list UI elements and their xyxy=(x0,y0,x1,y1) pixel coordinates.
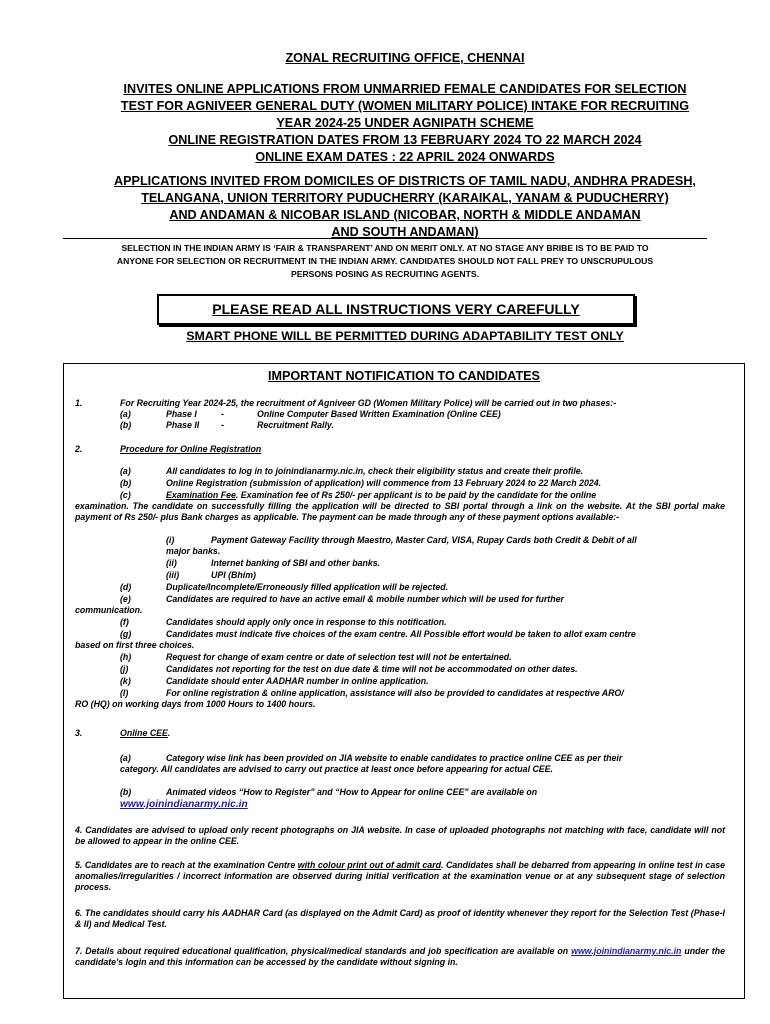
invite-line: ONLINE REGISTRATION DATES FROM 13 FEBRUARY 2024 TO 22 MARCH 2024 xyxy=(168,133,642,147)
jia-link-text[interactable]: www.joinindianarmy.nic.in xyxy=(120,799,248,810)
item-label: (k) xyxy=(120,676,131,686)
item-label: (g) xyxy=(120,629,132,639)
item-label: (d) xyxy=(120,582,132,592)
item-label: (h) xyxy=(120,652,132,662)
para-5 xyxy=(75,860,725,893)
exam-fee-text: . Examination fee of Rs 250/- per applicant is to be paid by the candidate for the online xyxy=(235,490,597,500)
item-label: (b) xyxy=(120,420,132,430)
item-label: (c) xyxy=(120,490,131,500)
invite-heading xyxy=(20,81,770,166)
para-heading: Procedure for Online Registration xyxy=(120,444,262,454)
item-label: (a) xyxy=(120,409,131,419)
item-text: Online Registration (submission of application) will commence from 13 February 2024 to 22 March 2024. xyxy=(166,478,602,488)
item-text: Duplicate/Incomplete/Erroneously filled application will be rejected. xyxy=(166,582,449,592)
item-label: (j) xyxy=(120,664,129,674)
domicile-line: TELANGANA, UNION TERRITORY PUDUCHERRY (KARAIKAL, YANAM & PUDUCHERRY) xyxy=(141,191,669,205)
phase-desc: Recruitment Rally. xyxy=(257,420,334,430)
domicile-line: AND SOUTH ANDAMAN) xyxy=(331,225,479,239)
para-number: 2. xyxy=(75,444,83,454)
item-text: Candidates should apply only once in response to this notification. xyxy=(166,617,447,627)
option-label: (iii) xyxy=(166,570,180,580)
notification-box xyxy=(63,363,745,999)
item-label: (b) xyxy=(120,787,132,797)
para-7 xyxy=(75,946,725,968)
warning-line: PERSONS POSING AS RECRUITING AGENTS. xyxy=(291,269,479,279)
invite-line: YEAR 2024-25 UNDER AGNIPATH SCHEME xyxy=(276,116,534,130)
para-heading-end: . xyxy=(167,728,171,738)
item-cont: communication. xyxy=(75,605,143,615)
item-cont: based on first three choices. xyxy=(75,640,195,650)
item-label: (a) xyxy=(120,753,131,763)
invite-line: TEST FOR AGNIVEER GENERAL DUTY (WOMEN MILITARY POLICE) INTAKE FOR RECRUITING xyxy=(120,99,690,113)
jia-website-link[interactable]: www.joinindianarmy.nic.in xyxy=(571,946,682,956)
item-cont: category. All candidates are advised to carry out practice at least once before appearing for actual CEE. xyxy=(120,764,553,774)
item-text: For online registration & online application, assistance will also be provided to candidates at respective ARO/ xyxy=(166,688,624,698)
para-number: 1. xyxy=(75,398,83,408)
item-text: Candidate should enter AADHAR number in online application. xyxy=(166,676,429,686)
notification-title: IMPORTANT NOTIFICATION TO CANDIDATES xyxy=(268,369,540,383)
item-label: (l) xyxy=(120,688,129,698)
anti-bribe-warning xyxy=(63,238,707,281)
option-text: UPI (Bhim) xyxy=(211,570,256,580)
para-5-rest: . Candidates shall be debarred from appearing in online test in case anomalies/irregularities / incorrect information are observed during initial verification at the examination venue or at any subsequent stage of selection process. xyxy=(75,860,725,892)
phase-name: Phase II xyxy=(166,420,200,430)
item-label: (f) xyxy=(120,617,129,627)
item-text: Animated videos “How to Register” and “How to Appear for online CEE” are available on xyxy=(166,787,538,797)
item-label: (e) xyxy=(120,594,131,604)
option-text: Internet banking of SBI and other banks. xyxy=(211,558,381,568)
invite-line: INVITES ONLINE APPLICATIONS FROM UNMARRIED FEMALE CANDIDATES FOR SELECTION xyxy=(123,82,687,96)
jia-website-link[interactable] xyxy=(120,799,248,810)
warning-line: SELECTION IN THE INDIAN ARMY IS ‘FAIR & TRANSPARENT’ AND ON MERIT ONLY. AT NO STAGE ANY BRIBE IS TO BE PAID TO xyxy=(121,243,649,253)
phase-desc: Online Computer Based Written Examination (Online CEE) xyxy=(257,409,501,419)
para-4: 4. Candidates are advised to upload only recent photographs on JIA website. In case of uploaded photographs not matching with face, candidate will not be allowed to appear in the online CEE. xyxy=(75,825,725,846)
warning-line: ANYONE FOR SELECTION OR RECRUITMENT IN THE INDIAN ARMY. CANDIDATES SHOULD NOT FALL PREY TO UNSCRUPULOUS xyxy=(116,256,654,266)
option-text: Payment Gateway Facility through Maestro, Master Card, VISA, Rupay Cards both Credit & Debit of all xyxy=(211,535,637,545)
para-5-lead: 5. Candidates are to reach at the examination Centre xyxy=(75,860,298,870)
item-text: Candidates are required to have an active email & mobile number which will be used for further xyxy=(166,594,564,604)
option-label: (ii) xyxy=(166,558,177,568)
para-heading-line xyxy=(120,728,170,739)
para-7-lead: 7. Details about required educational qualification, physical/medical standards and job specification are available on xyxy=(75,946,569,956)
item-text: Candidates must indicate five choices of the exam centre. All Possible effort would be taken to allot exam centre xyxy=(166,629,636,639)
para-heading: Online CEE xyxy=(120,728,168,738)
please-read-text: PLEASE READ ALL INSTRUCTIONS VERY CAREFULLY xyxy=(212,301,580,317)
phase-dash: - xyxy=(221,409,224,419)
para-1-text: For Recruiting Year 2024-25, the recruitment of Agniveer GD (Women Military Police) will be carried out in two phases:- xyxy=(120,398,617,408)
domicile-line: APPLICATIONS INVITED FROM DOMICILES OF DISTRICTS OF TAMIL NADU, ANDHRA PRADESH, xyxy=(114,174,696,188)
item-text: Category wise link has been provided on JIA website to enable candidates to practice online CEE as per their xyxy=(166,753,623,763)
phase-dash: - xyxy=(221,420,224,430)
para-6: 6. The candidates should carry his AADHAR Card (as displayed on the Admit Card) as proof of identity whenever they report for the Selection Test (Phase-I & II) and Medical Test. xyxy=(75,908,725,929)
item-text: Request for change of exam centre or date of selection test will not be entertained. xyxy=(166,652,512,662)
item-cont: RO (HQ) on working days from 1000 Hours to 1400 hours. xyxy=(75,699,316,709)
admit-card-requirement: with colour print out of admit card xyxy=(297,860,441,870)
item-text: Candidates not reporting for the test on due date & time will not be accommodated on other dates. xyxy=(166,664,578,674)
smart-phone-notice: SMART PHONE WILL BE PERMITTED DURING ADAPTABILITY TEST ONLY xyxy=(186,329,624,343)
please-read-box xyxy=(157,294,635,325)
exam-fee-details: examination. The candidate on successfully filling the application will be directed to SBI portal through a link on the website. At the SBI portal make payment of Rs 250/- plus Bank charges as applicable. The payment can be made through any of these payment options available:- xyxy=(75,501,725,522)
item-text: All candidates to log in to joinindianarmy.nic.in, check their eligibility status and create their profile. xyxy=(166,466,584,476)
para-7-rest: under the candidate's login and this information can be accessed by the candidate without signing in. xyxy=(75,946,725,967)
exam-fee-line xyxy=(166,490,596,501)
phase-name: Phase I xyxy=(166,409,197,419)
item-label: (a) xyxy=(120,466,131,476)
office-title: ZONAL RECRUITING OFFICE, CHENNAI xyxy=(285,51,525,65)
domicile-line: AND ANDAMAN & NICOBAR ISLAND (NICOBAR, NORTH & MIDDLE ANDAMAN xyxy=(169,208,641,222)
option-label: (i) xyxy=(166,535,175,545)
option-cont: major banks. xyxy=(166,546,221,556)
invite-line: ONLINE EXAM DATES : 22 APRIL 2024 ONWARDS xyxy=(255,150,555,164)
exam-fee-heading: Examination Fee xyxy=(166,490,236,500)
domicile-heading xyxy=(20,173,770,241)
item-label: (b) xyxy=(120,478,132,488)
para-number: 3. xyxy=(75,728,83,738)
